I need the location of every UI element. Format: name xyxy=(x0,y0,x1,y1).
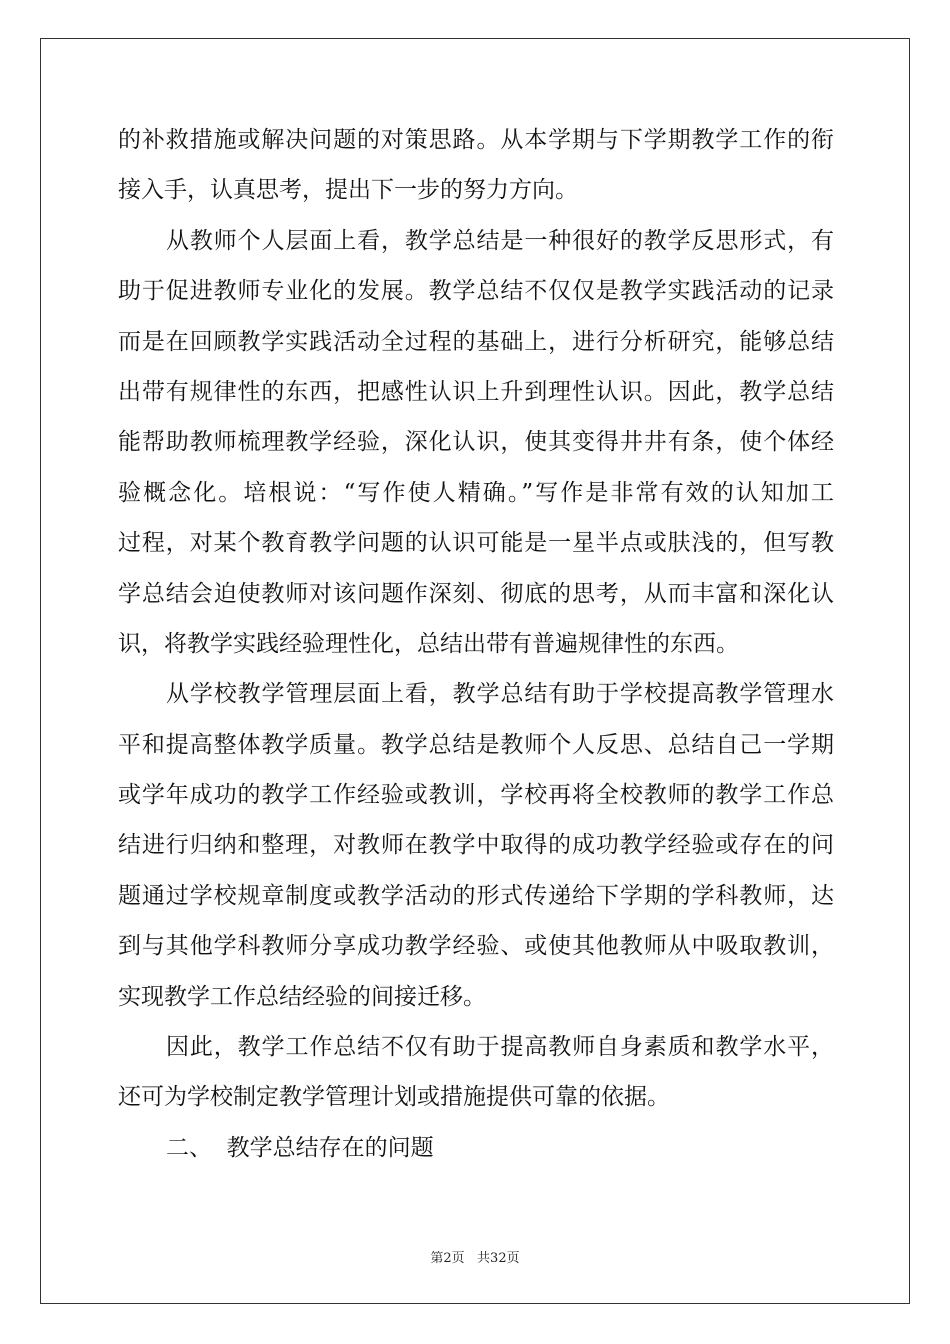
text-line: 或学年成功的教学工作经验或教训，学校再将全校教师的教学工作总 xyxy=(118,782,834,809)
text-line: 因此，教学工作总结不仅有助于提高教师自身素质和教学水平， xyxy=(166,1034,834,1061)
text-line: 还可为学校制定教学管理计划或措施提供可靠的依据。 xyxy=(118,1084,670,1111)
text-line: 从学校教学管理层面上看，教学总结有助于学校提高教学管理水 xyxy=(166,681,834,708)
page-number-footer: 第2页 共32页 xyxy=(430,1251,520,1266)
text-line: 接入手，认真思考，提出下一步的努力方向。 xyxy=(118,177,578,204)
text-line: 过程，对某个教育教学问题的认识可能是一星半点或肤浅的，但写教 xyxy=(118,530,834,557)
text-line: 学总结会迫使教师对该问题作深刻、彻底的思考，从而丰富和深化认 xyxy=(118,580,834,607)
text-line: 出带有规律性的东西，把感性认识上升到理性认识。因此，教学总结 xyxy=(118,378,834,405)
text-line: 题通过学校规章制度或教学活动的形式传递给下学期的学科教师，达 xyxy=(118,882,834,909)
text-line: 的补救措施或解决问题的对策思路。从本学期与下学期教学工作的衔 xyxy=(118,127,834,153)
text-line: 从教师个人层面上看，教学总结是一种很好的教学反思形式，有 xyxy=(166,227,834,254)
document-body xyxy=(118,128,834,1161)
section-heading: 二、 教学总结存在的问题 xyxy=(166,1134,434,1161)
text-line: 助于促进教师专业化的发展。教学总结不仅仅是教学实践活动的记录 xyxy=(118,278,834,305)
text-line: 而是在回顾教学实践活动全过程的基础上，进行分析研究，能够总结 xyxy=(118,328,834,355)
text-line: 平和提高整体教学质量。教学总结是教师个人反思、总结自己一学期 xyxy=(118,731,834,758)
text-line: 结进行归纳和整理，对教师在教学中取得的成功教学经验或存在的问 xyxy=(118,832,834,859)
text-line: 识，将教学实践经验理性化，总结出带有普遍规律性的东西。 xyxy=(118,630,739,657)
text-line: 能帮助教师梳理教学经验，深化认识，使其变得井井有条，使个体经 xyxy=(118,429,834,456)
text-line: 验概念化。培根说：“写作使人精确。”写作是非常有效的认知加工 xyxy=(118,479,834,506)
text-line: 实现教学工作总结经验的间接迁移。 xyxy=(118,983,486,1010)
text-line: 到与其他学科教师分享成功教学经验、或使其他教师从中吸取教训， xyxy=(118,933,834,960)
